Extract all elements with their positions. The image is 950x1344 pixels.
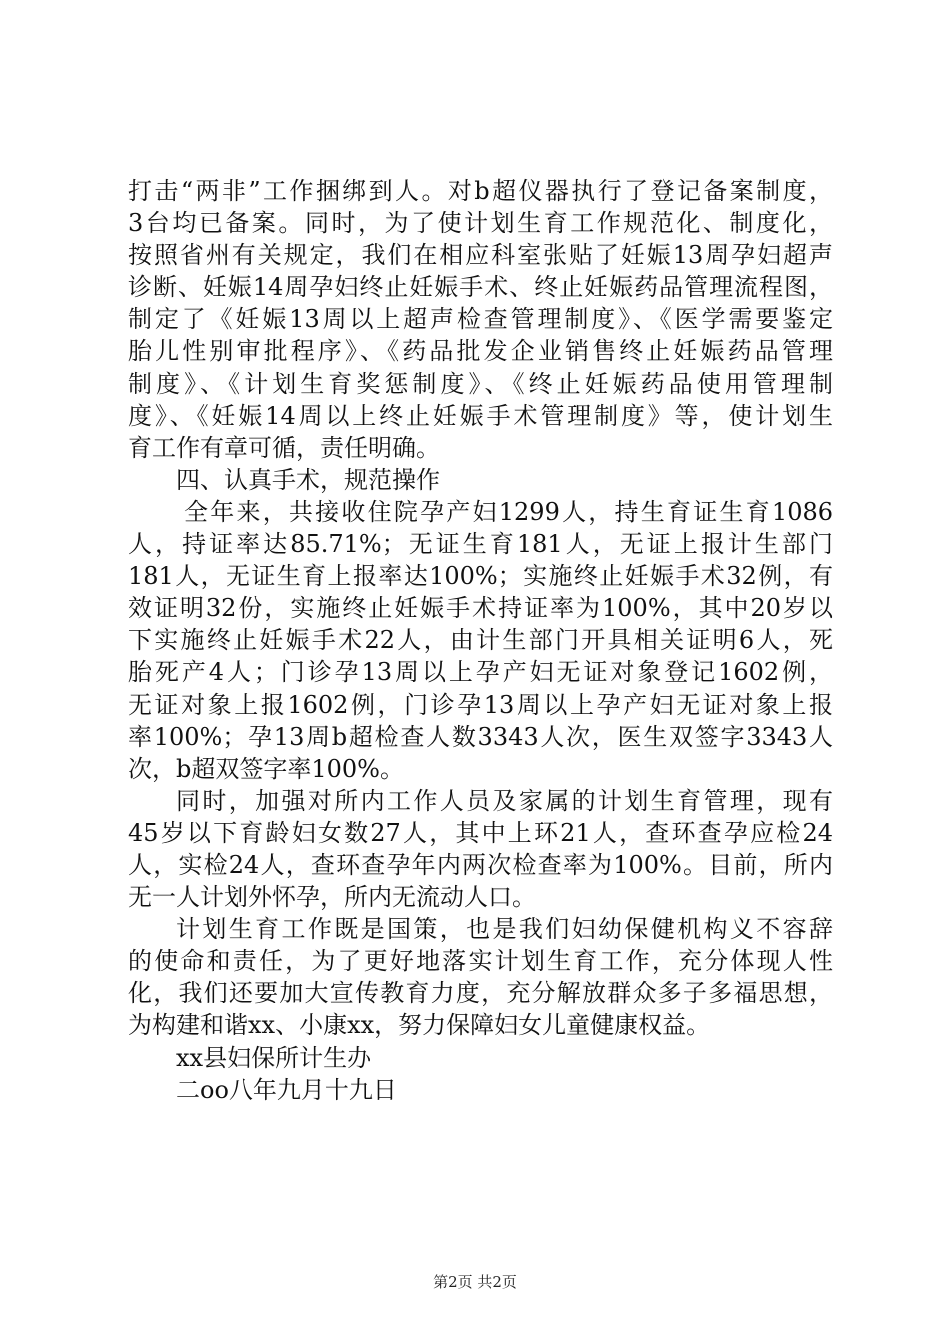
text-line: 全年来，共接收住院孕产妇1299人，持生育证生育1086 xyxy=(184,497,833,526)
text-line: 率100%；孕13周b超检查人数3343人次，医生双签字3343人 xyxy=(128,722,833,751)
text-line: 3台均已备案。同时，为了使计划生育工作规范化、制度化， xyxy=(128,209,833,238)
section-heading: 四、认真手术，规范操作 xyxy=(176,465,440,494)
text-line: 无一人计划外怀孕，所内无流动人口。 xyxy=(128,883,536,912)
text-line: 人，持证率达85.71%；无证生育181人，无证上报计生部门 xyxy=(128,530,833,559)
text-line: 胎儿性别审批程序》、《药品批发企业销售终止妊娠药品管理 xyxy=(128,337,833,366)
text-line: 化，我们还要加大宣传教育力度，充分解放群众多子多福思想， xyxy=(128,979,833,1008)
text-line: 的使命和责任，为了更好地落实计划生育工作，充分体现人性 xyxy=(128,947,833,976)
text-line: 45岁以下育龄妇女数27人，其中上环21人，查环查孕应检24 xyxy=(128,818,833,847)
text-line: 下实施终止妊娠手术22人，由计生部门开具相关证明6人，死 xyxy=(128,626,833,655)
text-line: 制定了《妊娠13周以上超声检查管理制度》、《医学需要鉴定 xyxy=(128,305,833,334)
text-line: 制度》、《计划生育奖惩制度》、《终止妊娠药品使用管理制 xyxy=(128,369,833,398)
text-line: 育工作有章可循，责任明确。 xyxy=(128,433,440,462)
text-line: 效证明32份，实施终止妊娠手术持证率为100%，其中20岁以 xyxy=(128,594,833,623)
signature-org: xx县妇保所计生办 xyxy=(176,1043,372,1072)
text-line: 次，b超双签字率100%。 xyxy=(128,754,404,783)
signature-date: 二oo八年九月十九日 xyxy=(176,1075,397,1104)
page-footer: 第2页 共2页 xyxy=(433,1273,517,1291)
text-line: 181人，无证生育上报率达100%；实施终止妊娠手术32例，有 xyxy=(128,562,833,591)
text-line: 打击“两非”工作捆绑到人。对b超仪器执行了登记备案制度， xyxy=(128,177,833,205)
text-line: 无证对象上报1602例，门诊孕13周以上孕产妇无证对象上报 xyxy=(128,690,833,719)
text-line: 人，实检24人，查环查孕年内两次检查率为100%。目前，所内 xyxy=(128,850,833,879)
text-line: 度》、《妊娠14周以上终止妊娠手术管理制度》等，使计划生 xyxy=(128,401,833,430)
text-line: 计划生育工作既是国策，也是我们妇幼保健机构义不容辞 xyxy=(176,915,833,944)
document-body xyxy=(128,175,833,1106)
text-line: 为构建和谐xx、小康xx，努力保障妇女儿童健康权益。 xyxy=(128,1011,711,1040)
text-line: 同时，加强对所内工作人员及家属的计划生育管理，现有 xyxy=(176,786,833,815)
text-line: 按照省州有关规定，我们在相应科室张贴了妊娠13周孕妇超声 xyxy=(128,241,833,270)
text-line: 诊断、妊娠14周孕妇终止妊娠手术、终止妊娠药品管理流程图， xyxy=(128,273,833,302)
text-line: 胎死产4人；门诊孕13周以上孕产妇无证对象登记1602例， xyxy=(128,658,833,687)
